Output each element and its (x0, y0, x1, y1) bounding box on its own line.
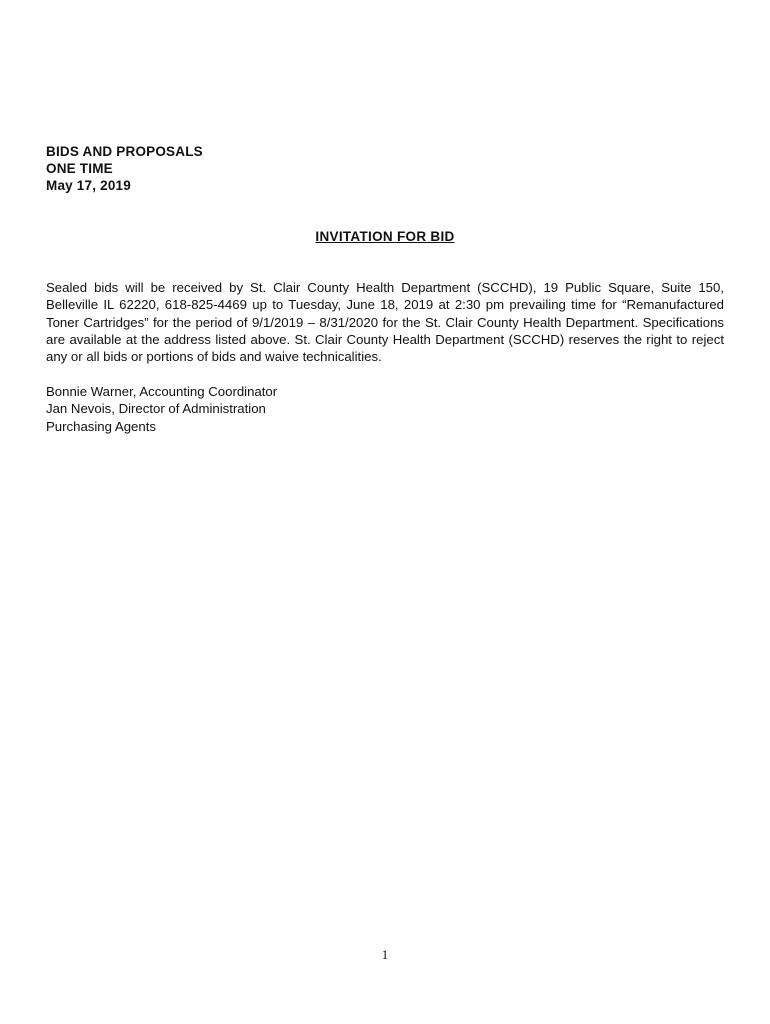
page-number: 1 (381, 947, 389, 962)
notice-header (46, 143, 203, 194)
header-date: May 17, 2019 (46, 178, 131, 193)
signature-line-accounting: Bonnie Warner, Accounting Coordinator (46, 384, 278, 399)
signature-line-director: Jan Nevois, Director of Administration (46, 401, 266, 417)
header-category: BIDS AND PROPOSALS (46, 144, 203, 159)
header-frequency: ONE TIME (46, 161, 113, 176)
bid-paragraph: Sealed bids will be received by St. Clair County Health Department (SCCHD), 19 Public Square, Suite 150, Belleville IL 62220, 618-825-4469 up to Tuesday, June 18, 2019 at 2:30 pm prevailing time for “Remanufactured Toner Cartridges” for the period of 9/1/2019 – 8/31/2020 for the St. Clair County Health Department. Specifications are available at the address listed above. St. Clair County Health Department (SCCHD) reserves the right to reject any or all bids or portions of bids and waive technicalities. (46, 280, 724, 365)
document-title: INVITATION FOR BID (315, 229, 455, 244)
signature-line-role: Purchasing Agents (46, 418, 156, 434)
signature-block (46, 383, 277, 435)
